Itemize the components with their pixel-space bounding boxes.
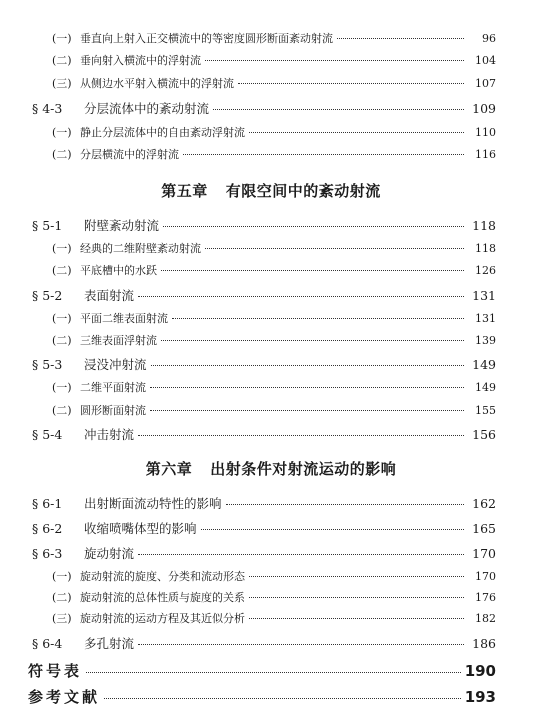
toc-page-number: 170 — [472, 546, 496, 561]
toc-entry-title: 三维表面浮射流 — [80, 334, 157, 347]
dot-leader — [138, 644, 464, 645]
toc-page-number: 139 — [475, 334, 496, 347]
toc-entry-title: 垂向射入横流中的浮射流 — [80, 54, 201, 67]
toc-page-number: 162 — [472, 496, 496, 511]
toc-entry-title: 经典的二维附壁紊动射流 — [80, 242, 201, 255]
toc-section-row[interactable] — [32, 216, 496, 234]
toc-entry-number: (二) — [52, 334, 72, 347]
toc-entry-title: 平底槽中的水跃 — [80, 264, 157, 277]
toc-subsection-row[interactable] — [52, 379, 496, 395]
toc-subsection-row[interactable] — [52, 52, 496, 68]
toc-subsection-row[interactable] — [52, 146, 496, 162]
toc-entry-title: 静止分层流体中的自由紊动浮射流 — [80, 126, 245, 139]
dot-leader — [138, 296, 464, 297]
toc-entry-number: (一) — [52, 312, 72, 325]
dot-leader — [249, 597, 464, 598]
dot-leader — [337, 38, 464, 39]
toc-entry-title: 平面二维表面射流 — [80, 312, 168, 325]
toc-page-number: 193 — [464, 688, 496, 706]
toc-entry-number: § 6-2 — [32, 521, 63, 536]
toc-subsection-row[interactable] — [52, 30, 496, 46]
toc-page-number: 165 — [472, 521, 496, 536]
toc-entry-title: 圆形断面射流 — [80, 404, 146, 417]
toc-section-row[interactable] — [32, 519, 496, 537]
toc-page-number: 186 — [472, 636, 496, 651]
toc-appendix-row[interactable] — [28, 660, 496, 681]
toc-entry-number: (二) — [52, 404, 72, 417]
dot-leader — [138, 554, 464, 555]
chapter-heading — [0, 180, 542, 201]
toc-entry-number: § 5-4 — [32, 427, 63, 442]
toc-entry-title: 分层流体中的紊动射流 — [84, 101, 210, 116]
dot-leader — [205, 248, 464, 249]
toc-entry-number: (二) — [52, 54, 72, 67]
toc-page-number: 131 — [472, 288, 496, 303]
toc-entry-title: 参考文献 — [28, 688, 101, 706]
toc-page-number: 118 — [472, 218, 496, 233]
toc-page-number: 116 — [475, 148, 496, 161]
toc-entry-number: § 6-4 — [32, 636, 63, 651]
dot-leader — [161, 340, 464, 341]
toc-subsection-row[interactable] — [52, 75, 496, 91]
dot-leader — [249, 576, 464, 577]
toc-section-row[interactable] — [32, 355, 496, 373]
toc-entry-number: (一) — [52, 381, 72, 394]
dot-leader — [205, 60, 464, 61]
toc-page-number: 149 — [475, 381, 496, 394]
dot-leader — [86, 672, 461, 673]
toc-entry-number: (三) — [52, 77, 72, 90]
dot-leader — [163, 226, 464, 227]
dot-leader — [150, 387, 464, 388]
toc-entry-number: (二) — [52, 591, 72, 604]
toc-entry-title: 多孔射流 — [84, 636, 135, 651]
toc-entry-title: 冲击射流 — [84, 427, 135, 442]
dot-leader — [151, 365, 464, 366]
toc-entry-title: 二维平面射流 — [80, 381, 146, 394]
toc-section-row[interactable] — [32, 634, 496, 652]
toc-entry-number: (二) — [52, 148, 72, 161]
toc-entry-title: 出射断面流动特性的影响 — [84, 496, 222, 511]
toc-subsection-row[interactable] — [52, 262, 496, 278]
toc-entry-number: (一) — [52, 570, 72, 583]
toc-subsection-row[interactable] — [52, 568, 496, 584]
chapter-title: 有限空间中的紊动射流 — [225, 182, 381, 200]
toc-entry-title: 收缩喷嘴体型的影响 — [84, 521, 197, 536]
toc-entry-number: (三) — [52, 612, 72, 625]
toc-page-number: 96 — [482, 32, 496, 45]
dot-leader — [104, 698, 461, 699]
toc-appendix-row[interactable] — [28, 686, 496, 707]
toc-entry-title: 表面射流 — [84, 288, 135, 303]
toc-entry-title: 旋动射流的总体性质与旋度的关系 — [80, 591, 245, 604]
toc-page-number: 107 — [475, 77, 496, 90]
toc-page-number: 156 — [472, 427, 496, 442]
toc-entry-number: (一) — [52, 242, 72, 255]
toc-page-number: 182 — [475, 612, 496, 625]
toc-entry-title: 旋动射流的旋度、分类和流动形态 — [80, 570, 245, 583]
toc-page-number: 190 — [464, 662, 496, 680]
dot-leader — [249, 132, 464, 133]
toc-subsection-row[interactable] — [52, 240, 496, 256]
toc-page-number: 155 — [475, 404, 496, 417]
toc-entry-number: (一) — [52, 126, 72, 139]
toc-entry-number: § 6-3 — [32, 546, 63, 561]
toc-subsection-row[interactable] — [52, 610, 496, 626]
toc-subsection-row[interactable] — [52, 310, 496, 326]
toc-entry-number: (二) — [52, 264, 72, 277]
toc-entry-number: § 4-3 — [32, 101, 63, 116]
toc-entry-title: 从侧边水平射入横流中的浮射流 — [80, 77, 234, 90]
toc-page-number: 118 — [475, 242, 496, 255]
dot-leader — [172, 318, 464, 319]
dot-leader — [138, 435, 464, 436]
dot-leader — [249, 618, 464, 619]
dot-leader — [201, 529, 464, 530]
dot-leader — [183, 154, 464, 155]
toc-entry-number: § 6-1 — [32, 496, 63, 511]
toc-section-row[interactable] — [32, 425, 496, 443]
dot-leader — [213, 109, 464, 110]
toc-page-number: 126 — [475, 264, 496, 277]
toc-page-number: 170 — [475, 570, 496, 583]
dot-leader — [238, 83, 464, 84]
toc-page-number: 176 — [475, 591, 496, 604]
toc-section-row[interactable] — [32, 286, 496, 304]
chapter-heading — [0, 458, 542, 479]
toc-subsection-row[interactable] — [52, 124, 496, 140]
toc-page-number: 109 — [472, 101, 496, 116]
toc-entry-number: § 5-1 — [32, 218, 63, 233]
chapter-number: 第五章 — [161, 182, 208, 200]
toc-entry-number: § 5-2 — [32, 288, 63, 303]
toc-entry-number: § 5-3 — [32, 357, 63, 372]
dot-leader — [226, 504, 464, 505]
toc-entry-number: (一) — [52, 32, 72, 45]
toc-section-row[interactable] — [32, 99, 496, 117]
toc-section-row[interactable] — [32, 494, 496, 512]
toc-page-number: 131 — [475, 312, 496, 325]
toc-entry-title: 分层横流中的浮射流 — [80, 148, 179, 161]
dot-leader — [150, 410, 464, 411]
toc-entry-title: 旋动射流的运动方程及其近似分析 — [80, 612, 245, 625]
dot-leader — [161, 270, 464, 271]
chapter-number: 第六章 — [145, 460, 193, 478]
toc-page-number: 110 — [475, 126, 496, 139]
toc-entry-title: 符号表 — [28, 662, 83, 680]
toc-subsection-row[interactable] — [52, 402, 496, 418]
toc-page-number: 149 — [472, 357, 496, 372]
toc-subsection-row[interactable] — [52, 589, 496, 605]
chapter-title: 出射条件对射流运动的影响 — [210, 460, 397, 478]
toc-section-row[interactable] — [32, 544, 496, 562]
toc-page-number: 104 — [475, 54, 496, 67]
toc-entry-title: 附壁紊动射流 — [84, 218, 160, 233]
toc-entry-title: 垂直向上射入正交横流中的等密度圆形断面紊动射流 — [80, 32, 333, 45]
toc-entry-title: 旋动射流 — [84, 546, 135, 561]
toc-entry-title: 浸没冲射流 — [84, 357, 147, 372]
toc-subsection-row[interactable] — [52, 332, 496, 348]
